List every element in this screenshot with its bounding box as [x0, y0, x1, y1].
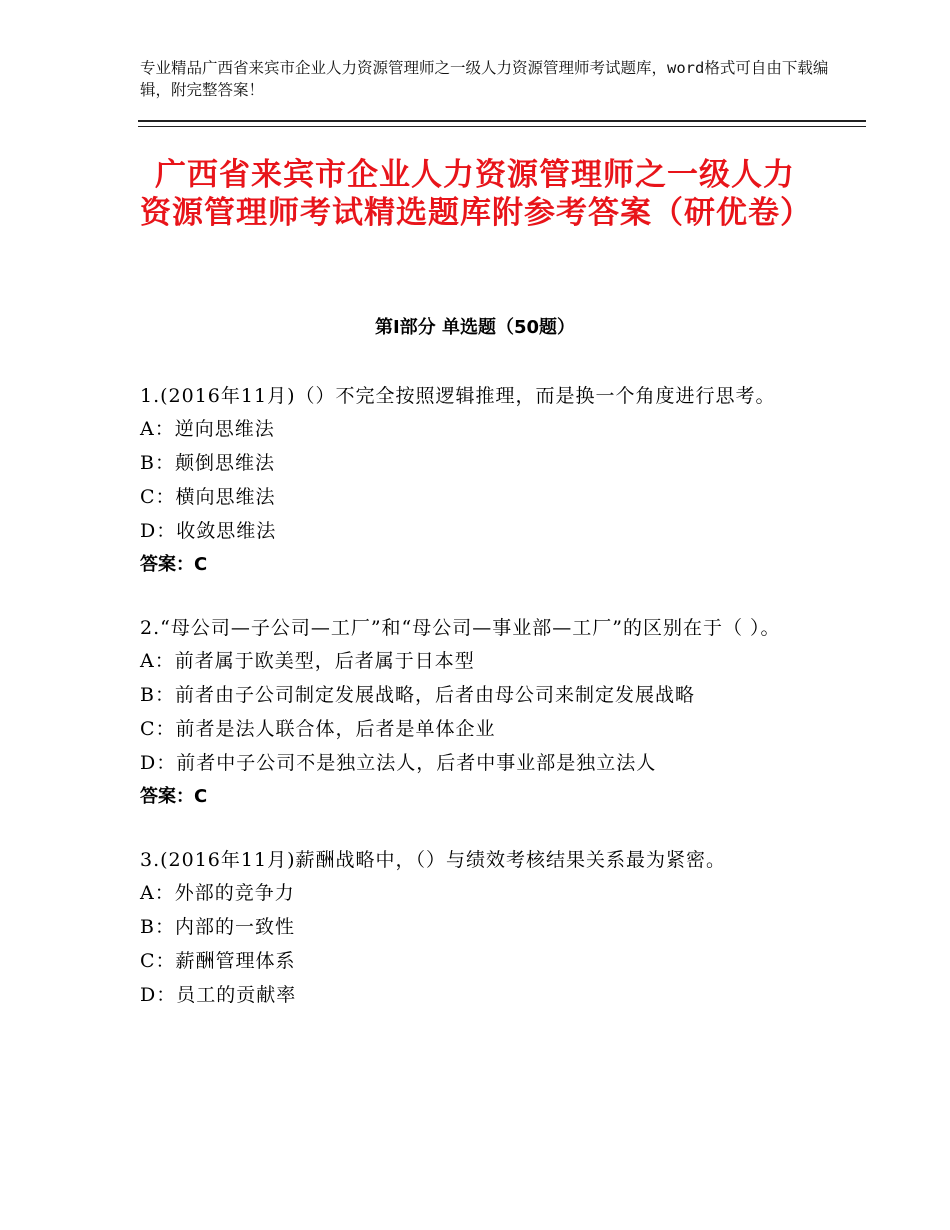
option-a: A：逆向思维法 — [140, 418, 275, 440]
header-rule-thick — [138, 120, 866, 122]
question-spacer — [140, 582, 810, 612]
answer: 答案：C — [140, 554, 208, 575]
question-stem: 3.(2016年11月)薪酬战略中，（）与绩效考核结果关系最为紧密。 — [140, 849, 726, 871]
header-note: 专业精品广西省来宾市企业人力资源管理师之一级人力资源管理师考试题库，word格式可自由下载编辑，附完整答案！ — [140, 59, 829, 99]
option-d: D：前者中子公司不是独立法人，后者中事业部是独立法人 — [140, 752, 657, 774]
question-stem: 2.“母公司—子公司—工厂”和“母公司—事业部—工厂”的区别在于（ ）。 — [140, 617, 781, 639]
option-c: C：薪酬管理体系 — [140, 950, 296, 972]
option-b: B：颠倒思维法 — [140, 452, 275, 474]
option-c: C：横向思维法 — [140, 486, 276, 508]
section-heading: 第Ⅰ部分 单选题（50题） — [374, 317, 575, 338]
header-rule-thin — [138, 126, 866, 127]
option-b: B：内部的一致性 — [140, 916, 295, 938]
question-2 — [140, 612, 810, 814]
question-3 — [140, 844, 810, 1012]
answer: 答案：C — [140, 786, 208, 807]
question-list — [140, 380, 810, 1012]
option-b: B：前者由子公司制定发展战略，后者由母公司来制定发展战略 — [140, 684, 695, 706]
option-a: A：外部的竞争力 — [140, 882, 295, 904]
question-stem: 1.(2016年11月)（）不完全按照逻辑推理，而是换一个角度进行思考。 — [140, 385, 776, 407]
question-1 — [140, 380, 810, 582]
option-d: D：收敛思维法 — [140, 520, 277, 542]
document-title: 广西省来宾市企业人力资源管理师之一级人力资源管理师考试精选题库附参考答案（研优卷） — [140, 157, 812, 231]
question-spacer — [140, 814, 810, 844]
option-a: A：前者属于欧美型，后者属于日本型 — [140, 650, 475, 672]
option-d: D：员工的贡献率 — [140, 984, 297, 1006]
option-c: C：前者是法人联合体，后者是单体企业 — [140, 718, 496, 740]
